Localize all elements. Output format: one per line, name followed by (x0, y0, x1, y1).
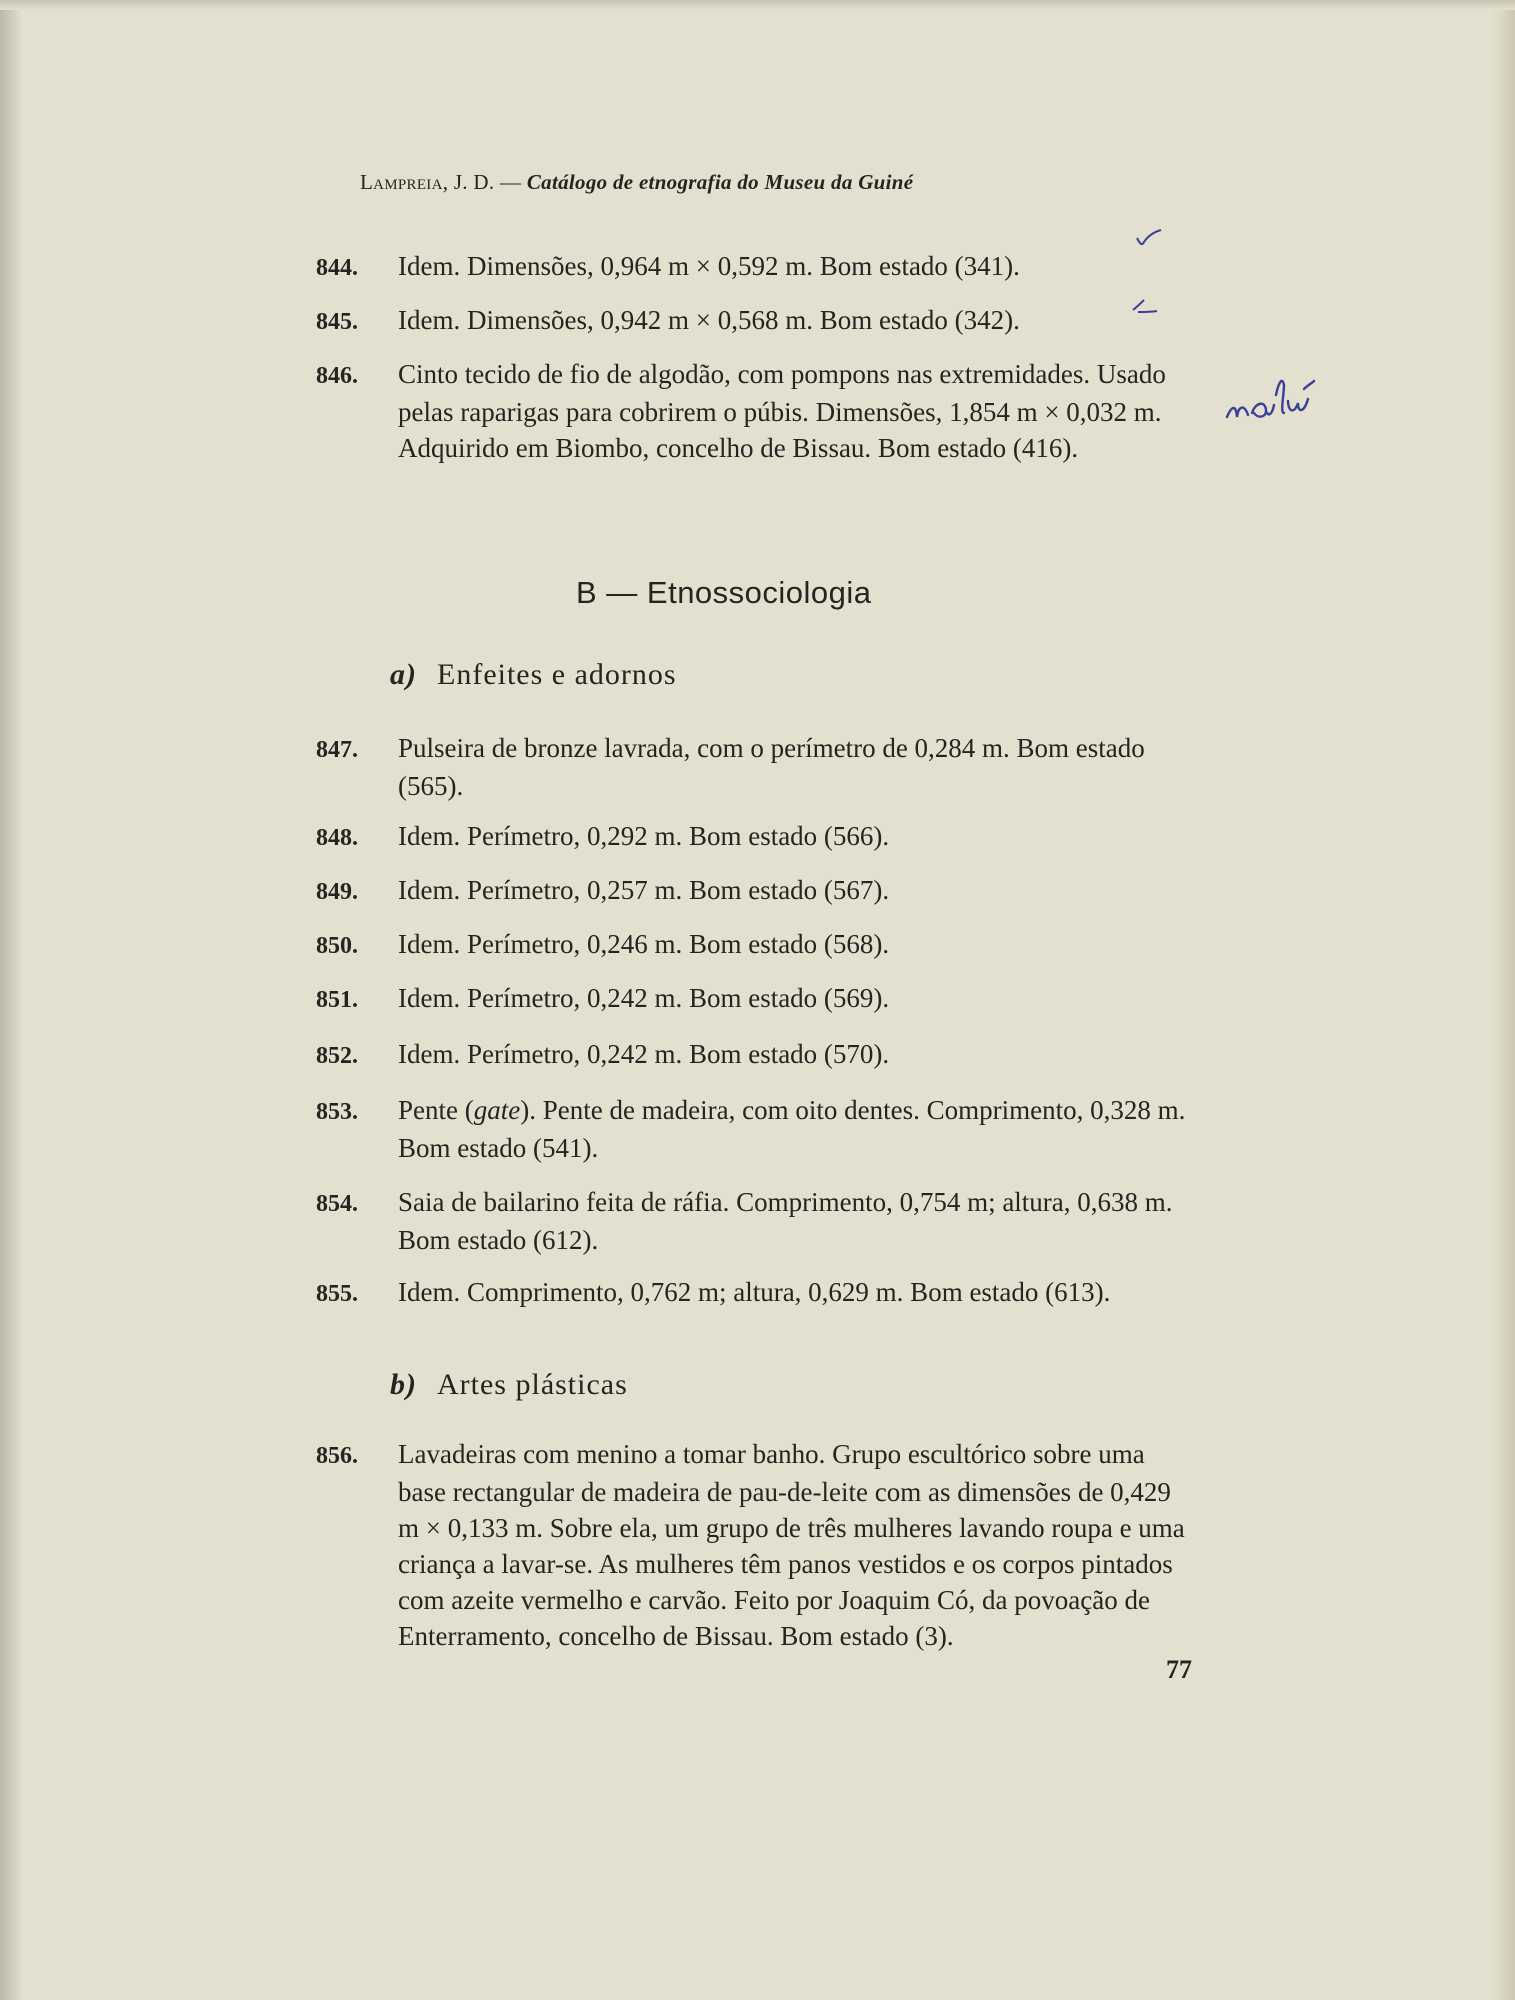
subsection-letter: b) (390, 1368, 417, 1401)
page-right-edge (1489, 0, 1515, 2000)
entry-number: 846. (316, 363, 358, 389)
entry-number: 856. (316, 1443, 358, 1469)
entry-text: Lavadeiras com menino a tomar banho. Grupo escultórico sobre uma base rectangular de madeira de pau-de-leite com as dimensões de 0,429 m × 0,133 m. Sobre ela, um grupo de três mulheres lavando roupa e uma criança a lavar-se. As mulheres têm panos vestidos e os corpos pintados com azeite vermelho e carvão. Feito por Joaquim Có, da povoação de Enterramento, concelho de Bissau. Bom estado (3). (398, 1439, 1185, 1651)
entry-text: Cinto tecido de fio de algodão, com pompons nas extremidades. Usado pelas raparigas para cobrirem o púbis. Dimensões, 1,854 m × 0,032 m. Adquirido em Biombo, concelho de Bissau. Bom estado (416). (398, 359, 1166, 463)
entry-text: Idem. Perímetro, 0,242 m. Bom estado (569). (398, 983, 890, 1013)
running-header (360, 170, 1120, 195)
subsection-letter: a) (390, 658, 417, 691)
entry-text: Idem. Comprimento, 0,762 m; altura, 0,629 m. Bom estado (613). (398, 1277, 1111, 1307)
subsection-a-heading (390, 658, 677, 692)
catalog-entry-856 (276, 1436, 1196, 1654)
entry-text: Idem. Perímetro, 0,292 m. Bom estado (566). (398, 821, 890, 851)
check-mark-icon (1134, 228, 1164, 250)
entry-number: 845. (316, 309, 358, 335)
entry-text: Idem. Dimensões, 0,964 m × 0,592 m. Bom estado (341). (398, 251, 1020, 281)
entry-number: 853. (316, 1099, 358, 1125)
entry-text-start: Pente ( (398, 1095, 474, 1125)
entry-number: 855. (316, 1281, 358, 1307)
subsection-title: Enfeites e adornos (437, 658, 677, 691)
catalog-entry-847 (276, 730, 1196, 804)
page-left-edge (0, 0, 22, 2000)
page-top-edge (0, 0, 1515, 10)
entry-number: 854. (316, 1191, 358, 1217)
entry-text-italic-term: gate (473, 1095, 521, 1125)
entry-number: 847. (316, 737, 358, 763)
catalog-entry-852 (276, 1036, 1196, 1074)
catalog-entry-851 (276, 980, 1196, 1018)
entry-number: 844. (316, 255, 358, 281)
entry-text: Pulseira de bronze lavrada, com o perímetro de 0,284 m. Bom estado (565). (398, 733, 1145, 801)
subsection-b-heading (390, 1368, 628, 1402)
catalog-entry-846 (276, 356, 1196, 466)
entry-text: Idem. Dimensões, 0,942 m × 0,568 m. Bom estado (342). (398, 305, 1020, 335)
catalog-entry-844 (276, 248, 1196, 286)
catalog-entry-853 (276, 1092, 1196, 1166)
header-title: Catálogo de etnografia do Museu da Guiné (526, 170, 914, 194)
entry-text-end: ). Pente de madeira, com oito dentes. Comprimento, 0,328 m. Bom estado (541). (398, 1095, 1186, 1163)
header-author: Lampreia, J. D. (360, 170, 495, 194)
catalog-entry-850 (276, 926, 1196, 964)
handwritten-note (1222, 365, 1342, 445)
section-title: B — Etnossociologia (576, 575, 872, 610)
entry-text: Idem. Perímetro, 0,242 m. Bom estado (570). (398, 1039, 890, 1069)
entry-number: 848. (316, 825, 358, 851)
entry-number: 850. (316, 933, 358, 959)
catalog-entry-855 (276, 1274, 1216, 1312)
entry-text: Idem. Perímetro, 0,257 m. Bom estado (567). (398, 875, 890, 905)
entry-text: Idem. Perímetro, 0,246 m. Bom estado (568). (398, 929, 890, 959)
entry-number: 852. (316, 1043, 358, 1069)
catalog-entry-848 (276, 818, 1196, 856)
entry-text (398, 1095, 1185, 1163)
check-mark-icon (1130, 296, 1160, 318)
subsection-title: Artes plásticas (437, 1368, 628, 1401)
page-number: 77 (1166, 1655, 1192, 1684)
entry-text: Saia de bailarino feita de ráfia. Comprimento, 0,754 m; altura, 0,638 m. Bom estado (612). (398, 1187, 1173, 1255)
catalog-entry-849 (276, 872, 1196, 910)
entry-number: 849. (316, 879, 358, 905)
entry-number: 851. (316, 987, 358, 1013)
catalog-entry-854 (276, 1184, 1196, 1258)
catalog-entry-845 (276, 302, 1196, 340)
header-dash: — (494, 170, 527, 194)
